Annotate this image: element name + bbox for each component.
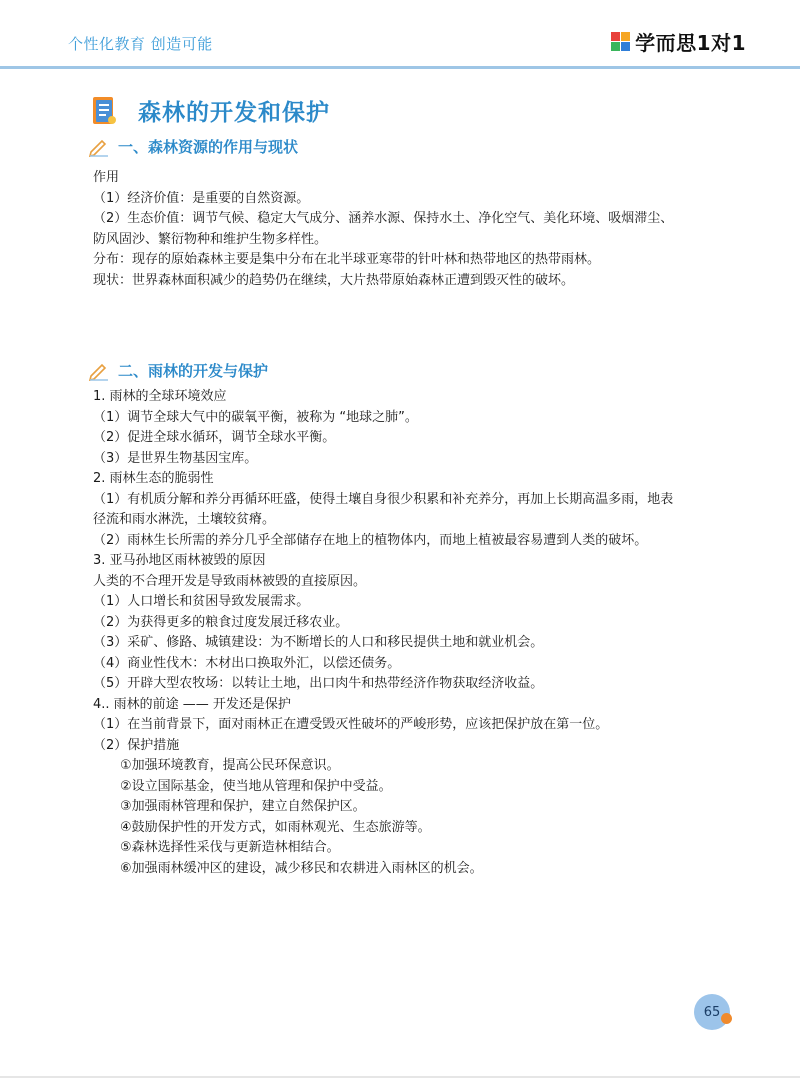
text-line: 径流和雨水淋洗，土壤较贫瘠。 <box>93 512 276 527</box>
text-line: （5）开辟大型农牧场：以转让土地，出口肉牛和热带经济作物获取经济收益。 <box>93 676 544 691</box>
text-line: （1）有机质分解和养分再循环旺盛，使得土壤自身很少积累和补充养分，再加上长期高温多雨，地表 <box>93 491 674 507</box>
text-line: （1）经济价值：是重要的自然资源。 <box>93 190 310 206</box>
page-number-dot <box>721 1013 732 1024</box>
brand-name: 学而思1对1 <box>635 31 746 55</box>
text-line: （2）促进全球水循环，调节全球水平衡。 <box>93 430 336 445</box>
measure-item: ①加强环境教育，提高公民环保意识。 <box>120 758 340 773</box>
section-heading-1 <box>88 136 298 157</box>
brand-logo-icon <box>611 32 631 52</box>
text-line: （2）为获得更多的粮食过度发展迁移农业。 <box>93 614 349 630</box>
text-line: （2）生态价值：调节气候、稳定大气成分、涵养水源、保持水土、净化空气、美化环境、吸烟滞尘、 <box>93 211 674 226</box>
measure-item: ②设立国际基金，使当地从管理和保护中受益。 <box>120 778 392 794</box>
header-slogan: 个性化教育 创造可能 <box>68 35 213 53</box>
brand-logo <box>611 27 746 56</box>
measure-item: ⑤森林选择性采伐与更新造林相结合。 <box>120 840 340 855</box>
text-line: （2）雨林生长所需的养分几乎全部储存在地上的植物体内，而地上植被最容易遭到人类的破坏。 <box>93 532 648 548</box>
pencil-icon <box>88 361 110 381</box>
pencil-icon <box>88 137 110 157</box>
notebook-icon <box>92 96 118 126</box>
text-line: 现状：世界森林面积减少的趋势仍在继续，大片热带原始森林正遭到毁灭性的破坏。 <box>93 272 575 288</box>
text-line: 防风固沙、繁衍物种和维护生物多样性。 <box>93 231 328 247</box>
section-title: 二、雨林的开发与保护 <box>118 362 269 380</box>
text-line: 作用 <box>93 170 120 185</box>
text-line: （1）调节全球大气中的碳氧平衡，被称为 “地球之肺”。 <box>93 409 418 425</box>
text-line: （1）人口增长和贫困导致发展需求。 <box>93 594 310 609</box>
page-title: 森林的开发和保护 <box>138 100 330 126</box>
text-line: 人类的不合理开发是导致雨林被毁的直接原因。 <box>93 573 367 589</box>
text-line: 分布：现存的原始森林主要是集中分布在北半球亚寒带的针叶林和热带地区的热带雨林。 <box>93 252 601 267</box>
text-line: （1）在当前背景下，面对雨林正在遭受毁灭性破坏的严峻形势，应该把保护放在第一位。 <box>93 717 609 732</box>
section-title: 一、森林资源的作用与现状 <box>118 138 299 156</box>
measure-item: ④鼓励保护性的开发方式，如雨林观光、生态旅游等。 <box>120 819 431 835</box>
measure-item: ③加强雨林管理和保护，建立自然保护区。 <box>120 799 366 814</box>
text-line: 3. 亚马孙地区雨林被毁的原因 <box>93 553 266 568</box>
text-line: （2）保护措施 <box>93 737 180 753</box>
title-row <box>92 94 330 127</box>
text-line: （4）商业性伐木：木材出口换取外汇，以偿还债务。 <box>93 655 401 671</box>
measure-item: ⑥加强雨林缓冲区的建设，减少移民和农耕进入雨林区的机会。 <box>120 860 483 876</box>
section-2-body <box>93 387 733 879</box>
header-divider <box>0 66 800 69</box>
text-line: 1. 雨林的全球环境效应 <box>93 389 227 404</box>
text-line: 2. 雨林生态的脆弱性 <box>93 471 214 486</box>
text-line: （3）是世界生物基因宝库。 <box>93 450 258 466</box>
text-line: （3）采矿、修路、城镇建设：为不断增长的人口和移民提供土地和就业机会。 <box>93 635 544 650</box>
page-number: 65 <box>694 994 730 1030</box>
section-1-body <box>93 168 733 291</box>
page-header <box>0 0 800 70</box>
section-heading-2 <box>88 360 268 381</box>
text-line: 4.. 雨林的前途 —— 开发还是保护 <box>93 696 291 712</box>
